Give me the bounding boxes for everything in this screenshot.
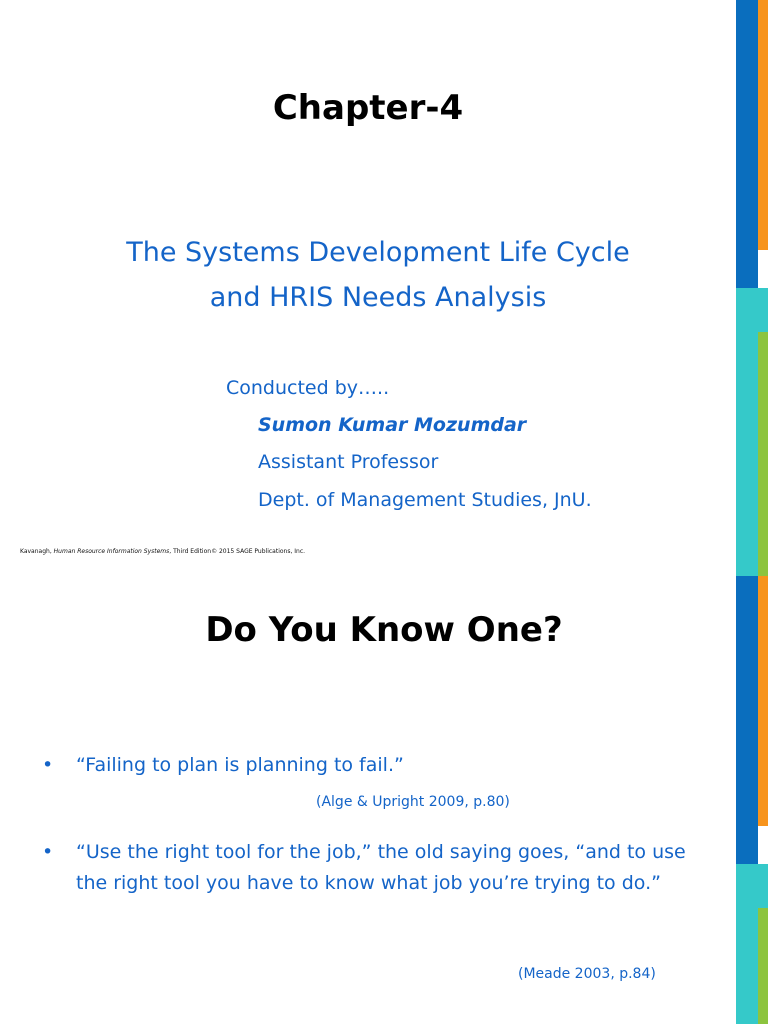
footer-edition: , Third Edition© 2015 SAGE Publications, Inc. xyxy=(169,548,306,555)
footer-author: Kavanagh, xyxy=(20,548,52,555)
bar-green xyxy=(758,332,768,576)
quote-item-2 xyxy=(42,837,706,899)
subtitle-line-2: and HRIS Needs Analysis xyxy=(209,282,547,313)
bar-blue-top xyxy=(736,0,758,288)
quote-text: “Failing to plan is planning to fail.” xyxy=(76,754,404,776)
author-position: Assistant Professor xyxy=(258,451,439,473)
footer-book-title: Human Resource Information Systems xyxy=(53,548,170,555)
bar-orange-top xyxy=(758,0,768,250)
copyright-footer xyxy=(20,548,305,555)
author-name: Sumon Kumar Mozumdar xyxy=(258,414,527,436)
bullet-marker: • xyxy=(42,841,54,863)
bar-teal-left xyxy=(736,908,758,1024)
chapter-title: Chapter-4 xyxy=(272,88,464,128)
bar-teal xyxy=(736,288,768,332)
bar-teal-left xyxy=(736,332,758,576)
bar-green xyxy=(758,908,768,1024)
decorative-side-bars xyxy=(736,0,768,576)
chapter-subtitle xyxy=(20,230,736,320)
slide-do-you-know xyxy=(0,576,768,1024)
bar-teal xyxy=(736,864,768,908)
citation-1: (Alge & Upright 2009, p.80) xyxy=(316,794,510,810)
quote-item-1 xyxy=(42,750,706,781)
author-department: Dept. of Management Studies, JnU. xyxy=(258,489,592,511)
citation-2: (Meade 2003, p.84) xyxy=(518,966,656,982)
slide-title: Do You Know One? xyxy=(205,610,563,650)
bullet-marker: • xyxy=(42,754,54,776)
conducted-by-label: Conducted by….. xyxy=(226,377,390,399)
quote-list xyxy=(42,750,706,899)
quote-text: “Use the right tool for the job,” the old saying goes, “and to use the right tool you have to know what job you’re trying to do.” xyxy=(76,841,686,894)
subtitle-line-1: The Systems Development Life Cycle xyxy=(126,237,630,268)
